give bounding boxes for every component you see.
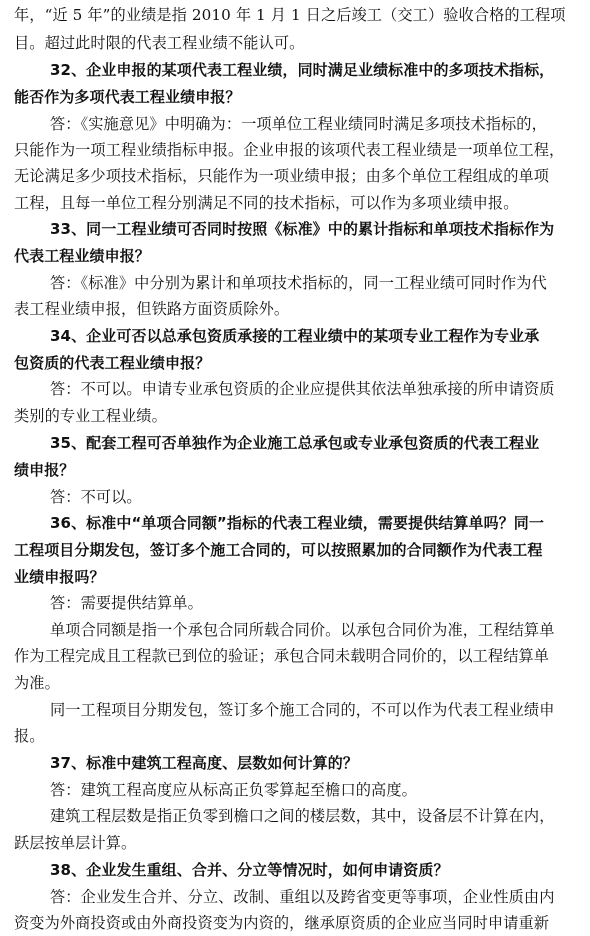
answer-32-line-4: 工程，且每一单位工程分别满足不同的技术指标，可以作为多项业绩申报。: [14, 194, 519, 212]
answer-37-line-2: 建筑工程层数是指正负零到檐口之间的楼层数，其中，设备层不计算在内，: [50, 807, 555, 825]
answer-37-line-3: 跃层按单层计算。: [14, 834, 137, 852]
answer-37-line-1: 答：建筑工程高度应从标高正负零算起至檐口的高度。: [50, 781, 417, 799]
answer-32-line-2: 只能作为一项工程业绩指标申报。企业申报的该项代表工程业绩是一项单位工程，: [14, 141, 565, 159]
question-35-line-1: 35、配套工程可否单独作为企业施工总承包或专业承包资质的代表工程业: [50, 434, 540, 452]
question-35-line-2: 绩申报？: [14, 461, 75, 479]
answer-38-line-1: 答：企业发生合并、分立、改制、重组以及跨省变更等事项，企业性质由内: [50, 888, 555, 906]
intro-line-2: 目。超过此时限的代表工程业绩不能认可。: [14, 34, 305, 52]
answer-35-line-1: 答：不可以。: [50, 488, 142, 506]
intro-line-1: 年，“近 5 年”的业绩是指 2010 年 1 月 1 日之后竣工（交工）验收合格的工程项: [14, 6, 566, 24]
answer-33-line-1: 答：《标准》中分别为累计和单项技术指标的，同一工程业绩可同时作为代: [50, 274, 547, 292]
answer-36-line-5: 同一工程项目分期发包，签订多个施工合同的，不可以作为代表工程业绩申: [50, 701, 555, 719]
answer-36-line-4: 为准。: [14, 674, 60, 692]
question-36-line-2: 工程项目分期发包，签订多个施工合同的，可以按照累加的合同额作为代表工程: [14, 541, 543, 559]
question-38-line-1: 38、企业发生重组、合并、分立等情况时，如何申请资质？: [50, 861, 449, 879]
answer-36-line-3: 作为工程完成且工程款已到位的验证；承包合同未载明合同价的，以工程结算单: [14, 647, 550, 665]
answer-36-line-2: 单项合同额是指一个承包合同所载合同价。以承包合同价为准，工程结算单: [50, 621, 555, 639]
question-34-line-1: 34、企业可否以总承包资质承接的工程业绩中的某项专业工程作为专业承: [50, 327, 540, 345]
answer-34-line-2: 类别的专业工程业绩。: [14, 407, 167, 425]
answer-32-line-3: 无论满足多少项技术指标，只能作为一项业绩申报；由多个单位工程组成的单项: [14, 167, 550, 185]
question-32-line-1: 32、企业申报的某项代表工程业绩，同时满足业绩标准中的多项技术指标，: [50, 61, 555, 79]
question-36-line-1: 36、标准中“单项合同额”指标的代表工程业绩，需要提供结算单吗？同一: [50, 514, 544, 532]
question-33-line-1: 33、同一工程业绩可否同时按照《标准》中的累计指标和单项技术指标作为: [50, 220, 555, 238]
question-32-line-2: 能否作为多项代表工程业绩申报？: [14, 88, 241, 106]
question-37-line-1: 37、标准中建筑工程高度、层数如何计算的？: [50, 754, 358, 772]
question-34-line-2: 包资质的代表工程业绩申报？: [14, 354, 211, 372]
answer-36-line-1: 答：需要提供结算单。: [50, 594, 203, 612]
answer-34-line-1: 答：不可以。申请专业承包资质的企业应提供其依法单独承接的所申请资质: [50, 380, 555, 398]
answer-36-line-6: 报。: [14, 727, 45, 745]
question-33-line-2: 代表工程业绩申报？: [14, 247, 150, 265]
answer-33-line-2: 表工程业绩申报，但铁路方面资质除外。: [14, 300, 290, 318]
answer-38-line-2: 资变为外商投资或由外商投资变为内资的，继承原资质的企业应当同时申请重新: [14, 914, 550, 932]
answer-32-line-1: 答：《实施意见》中明确为：一项单位工程业绩同时满足多项技术指标的，: [50, 115, 547, 133]
question-36-line-3: 业绩申报吗？: [14, 568, 105, 586]
